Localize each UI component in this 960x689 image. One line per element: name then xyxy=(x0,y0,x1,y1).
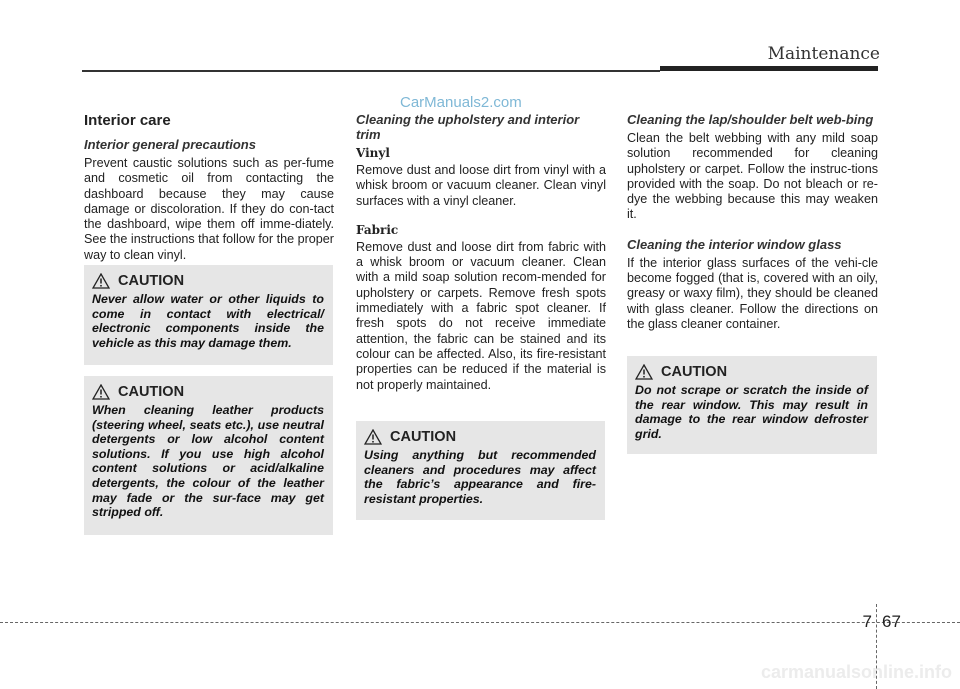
warning-triangle-icon xyxy=(364,429,382,445)
caution-text: Do not scrape or scratch the inside of the rear window. This may result in damage to the rear window defroster grid. xyxy=(635,383,868,441)
footer-rule xyxy=(0,622,960,623)
caution-title: CAUTION xyxy=(661,364,728,380)
warning-triangle-icon xyxy=(92,384,110,400)
general-precautions-subheading: Interior general precautions xyxy=(84,137,256,152)
caution-box-liquids xyxy=(84,265,333,365)
column-2 xyxy=(356,112,606,393)
header-rule-thick xyxy=(660,66,878,71)
section-title: Maintenance xyxy=(767,44,880,64)
caution-title: CAUTION xyxy=(390,429,457,445)
caution-box-rear-window xyxy=(627,356,877,454)
caution-title: CAUTION xyxy=(118,384,185,400)
page-number: 67 xyxy=(882,612,901,631)
watermark-bottom: carmanualsonline.info xyxy=(760,662,952,682)
vinyl-heading: Vinyl xyxy=(356,146,390,160)
interior-care-heading: Interior care xyxy=(84,112,171,129)
belt-webbing-subheading: Cleaning the lap/shoulder belt web-bing xyxy=(627,112,874,127)
upholstery-subheading: Cleaning the upholstery and interior trim xyxy=(356,112,580,142)
fabric-text: Remove dust and loose dirt from fabric with a whisk broom or vacuum cleaner. Clean with a mild soap solution recom-mended for upholstery or carpets. Remove fresh spots immediately with a fabric spot cleaner. If fresh spots do not receive immediate attention, the fabric can be stained and its colour can be affected. Also, its fire-resistant properties can be reduced if the material is not properly maintained. xyxy=(356,239,606,392)
caution-box-cleaners xyxy=(356,421,605,520)
warning-triangle-icon xyxy=(92,273,110,289)
caution-title: CAUTION xyxy=(118,273,185,289)
vinyl-text: Remove dust and loose dirt from vinyl with a whisk broom or vacuum cleaner. Clean vinyl surfaces with a vinyl cleaner. xyxy=(356,163,606,208)
fabric-heading: Fabric xyxy=(356,222,399,237)
general-precautions-text: Prevent caustic solutions such as per-fume and cosmetic oil from contacting the dashboard because they may cause damage or discoloration. If they do con-tact the dashboard, wipe them off imme-diately. See the instructions that follow for the proper way to clean vinyl. xyxy=(84,156,334,262)
chapter-number: 7 xyxy=(862,612,872,631)
header-rule xyxy=(82,70,660,72)
warning-triangle-icon xyxy=(635,364,653,380)
window-glass-subheading: Cleaning the interior window glass xyxy=(627,236,842,252)
column-1 xyxy=(84,112,334,263)
caution-text: Using anything but recommended cleaners and procedures may affect the fabric’s appearance and fire-resistant properties. xyxy=(364,448,596,506)
caution-text: When cleaning leather products (steering wheel, seats etc.), use neutral detergents or low alcohol content solutions. If you use high alcohol content solutions or acid/alkaline detergents, the colour of the leather may fade or the sur-face may get stripped off. xyxy=(92,403,324,520)
window-glass-text: If the interior glass surfaces of the vehi-cle become fogged (that is, covered with an oily, greasy or waxy film), they should be cleaned with glass cleaner. Follow the directions on the glass cleaner container. xyxy=(627,255,878,331)
watermark-top: CarManuals2.com xyxy=(400,94,522,111)
caution-box-leather xyxy=(84,376,333,535)
belt-webbing-text: Clean the belt webbing with any mild soap solution recommended for cleaning upholstery or carpet. Follow the instruc-tions provided with the soap. Do not bleach or re-dye the webbing because this may weaken it. xyxy=(627,131,878,222)
column-3 xyxy=(627,112,878,332)
caution-text: Never allow water or other liquids to come in contact with electrical/ electronic components inside the vehicle as this may damage them. xyxy=(92,292,324,350)
